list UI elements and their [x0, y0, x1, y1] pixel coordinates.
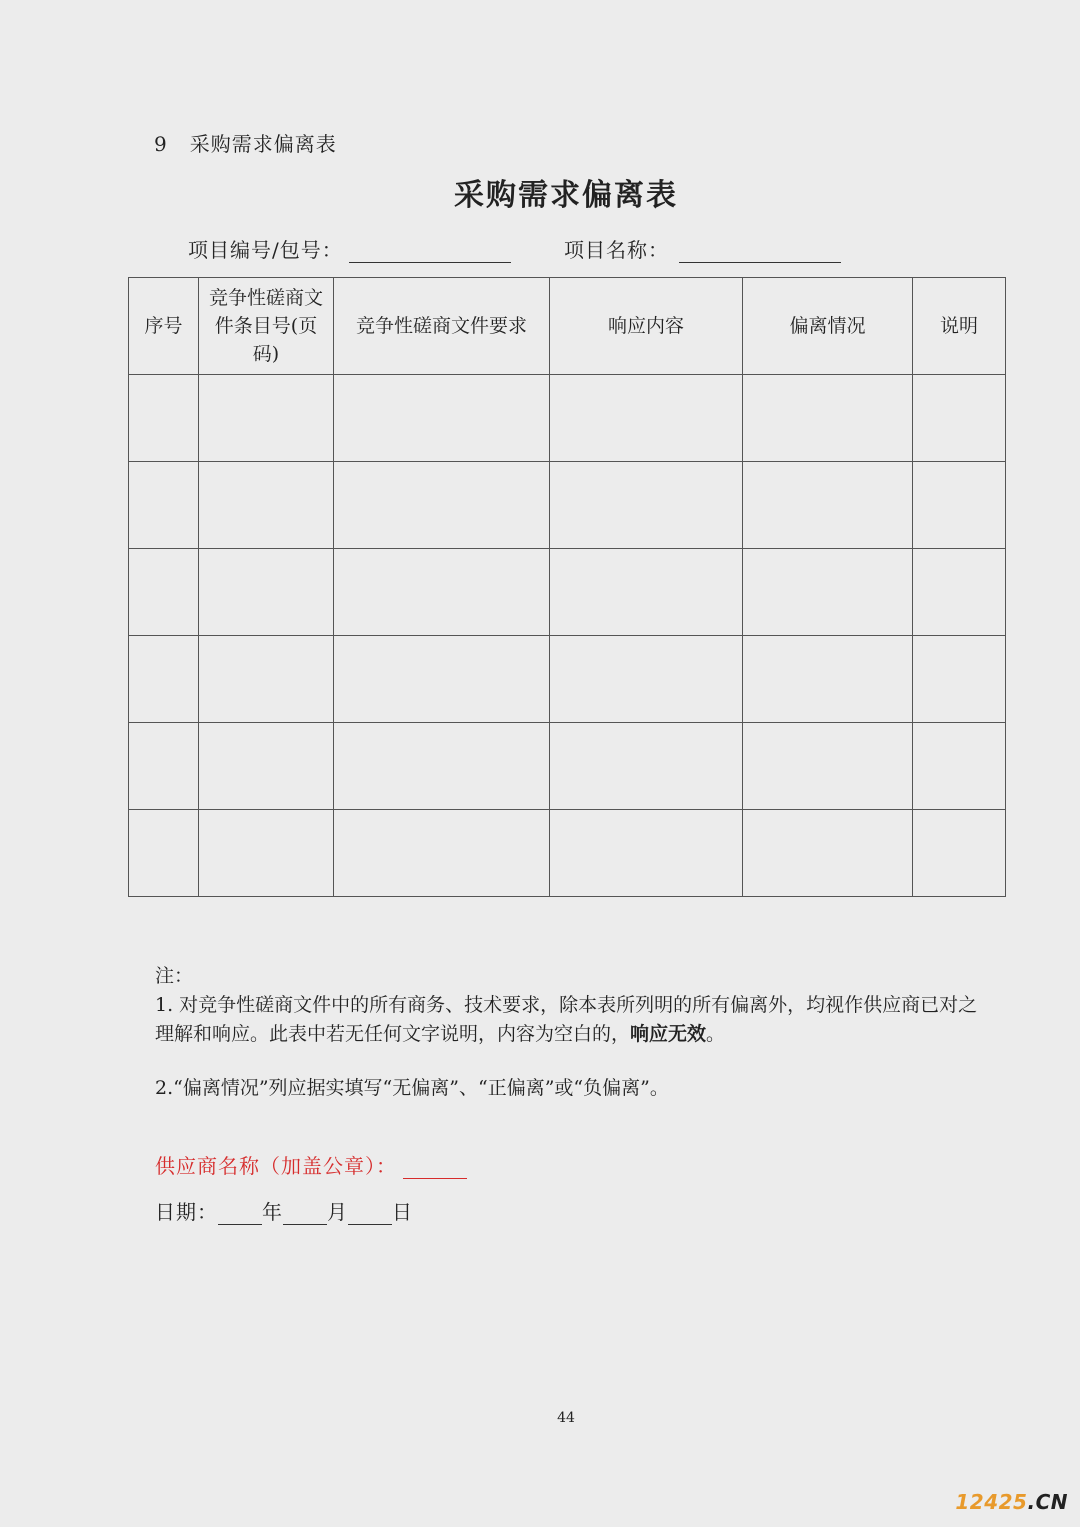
header-serial-no: 序号 — [129, 278, 199, 375]
table-cell[interactable] — [743, 636, 913, 723]
notes-label: 注： — [155, 965, 194, 987]
note-2: 2.“偏离情况”列应据实填写“无偏离”、“正偏离”或“负偏离”。 — [155, 1077, 669, 1099]
date-field — [155, 1196, 413, 1225]
table-cell[interactable] — [550, 636, 743, 723]
table-cell[interactable] — [199, 462, 334, 549]
table-row — [129, 549, 1006, 636]
table-cell[interactable] — [334, 636, 550, 723]
table-cell[interactable] — [334, 810, 550, 897]
page-number: 44 — [557, 1410, 575, 1426]
header-clause-no: 竞争性磋商文件条目号(页码) — [199, 278, 334, 375]
project-name-blank[interactable] — [679, 240, 841, 263]
date-month-blank[interactable] — [283, 1202, 327, 1225]
header-deviation: 偏离情况 — [743, 278, 913, 375]
table-cell[interactable] — [913, 636, 1006, 723]
table-cell[interactable] — [199, 723, 334, 810]
note-1 — [155, 991, 995, 1049]
table-row — [129, 636, 1006, 723]
table-cell[interactable] — [743, 549, 913, 636]
watermark-main: 12425 — [955, 1490, 1028, 1514]
table-cell[interactable] — [550, 810, 743, 897]
table-row — [129, 810, 1006, 897]
table-cell[interactable] — [913, 810, 1006, 897]
note-1-text: 1. 对竞争性磋商文件中的所有商务、技术要求，除本表所列明的所有偏离外，均视作供应商已对之理解和响应。此表中若无任何文字说明，内容为空白的， — [155, 994, 978, 1045]
table-cell[interactable] — [334, 549, 550, 636]
table-cell[interactable] — [129, 636, 199, 723]
header-requirement: 竞争性磋商文件要求 — [334, 278, 550, 375]
date-year-blank[interactable] — [218, 1202, 262, 1225]
supplier-name-label: 供应商名称（加盖公章）： — [155, 1154, 397, 1178]
note-1-end: 。 — [706, 1023, 726, 1045]
note-1-bold: 响应无效 — [630, 1023, 707, 1045]
date-label: 日期： — [155, 1200, 218, 1224]
table-cell[interactable] — [913, 375, 1006, 462]
section-title: 采购需求偏离表 — [189, 132, 337, 156]
date-day-blank[interactable] — [348, 1202, 392, 1225]
table-cell[interactable] — [129, 723, 199, 810]
supplier-name-blank[interactable] — [403, 1156, 467, 1179]
notes-section — [155, 962, 995, 1103]
deviation-table — [128, 277, 1006, 897]
table-cell[interactable] — [129, 810, 199, 897]
table-cell[interactable] — [199, 549, 334, 636]
table-cell[interactable] — [334, 723, 550, 810]
table-cell[interactable] — [334, 462, 550, 549]
table-cell[interactable] — [334, 375, 550, 462]
document-title: 采购需求偏离表 — [454, 178, 678, 213]
table-cell[interactable] — [199, 375, 334, 462]
table-row — [129, 462, 1006, 549]
table-cell[interactable] — [913, 549, 1006, 636]
table-cell[interactable] — [199, 636, 334, 723]
project-number-field — [188, 234, 511, 263]
date-year-label: 年 — [262, 1200, 283, 1224]
table-cell[interactable] — [743, 810, 913, 897]
project-number-label: 项目编号/包号： — [188, 238, 343, 262]
table-row — [129, 723, 1006, 810]
table-row — [129, 375, 1006, 462]
table-cell[interactable] — [129, 462, 199, 549]
site-watermark-logo — [955, 1490, 1068, 1514]
date-month-label: 月 — [327, 1200, 348, 1224]
table-cell[interactable] — [743, 375, 913, 462]
date-day-label: 日 — [392, 1200, 413, 1224]
table-cell[interactable] — [550, 549, 743, 636]
table-cell[interactable] — [550, 375, 743, 462]
project-name-field — [564, 234, 841, 263]
table-cell[interactable] — [743, 723, 913, 810]
table-header-row — [129, 278, 1006, 375]
table-cell[interactable] — [913, 462, 1006, 549]
watermark-suffix: .CN — [1027, 1490, 1068, 1514]
project-number-blank[interactable] — [349, 240, 511, 263]
section-number: 9 — [154, 132, 168, 156]
table-cell[interactable] — [199, 810, 334, 897]
supplier-name-field — [155, 1150, 467, 1179]
header-response: 响应内容 — [550, 278, 743, 375]
table-cell[interactable] — [550, 462, 743, 549]
table-cell[interactable] — [550, 723, 743, 810]
table-cell[interactable] — [129, 375, 199, 462]
header-remark: 说明 — [913, 278, 1006, 375]
table-cell[interactable] — [743, 462, 913, 549]
project-name-label: 项目名称： — [564, 238, 669, 262]
table-cell[interactable] — [129, 549, 199, 636]
table-cell[interactable] — [913, 723, 1006, 810]
section-heading — [154, 128, 337, 157]
